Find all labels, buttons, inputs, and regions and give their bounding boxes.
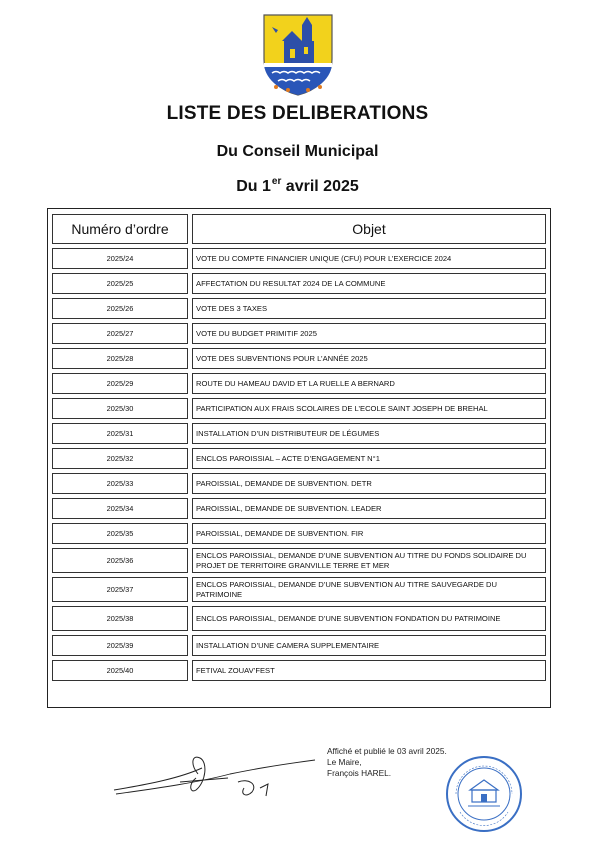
table-row bbox=[52, 523, 546, 544]
meeting-date bbox=[0, 176, 595, 196]
row-object bbox=[192, 373, 546, 394]
row-object-text: ENCLOS PAROISSIAL – ACTE D’ENGAGEMENT N°1 bbox=[196, 453, 380, 463]
table-row bbox=[52, 373, 546, 394]
row-object bbox=[192, 348, 546, 369]
row-number: 2025/32 bbox=[52, 448, 188, 469]
row-object-text: ROUTE DU HAMEAU DAVID ET LA RUELLE A BERNARD bbox=[196, 378, 395, 388]
row-object-text: PAROISSIAL, DEMANDE DE SUBVENTION. FIR bbox=[196, 528, 364, 538]
row-object bbox=[192, 298, 546, 319]
page-title: LISTE DES DELIBERATIONS bbox=[166, 103, 429, 124]
mayor-label: Le Maire, bbox=[327, 756, 362, 767]
row-object bbox=[192, 248, 546, 269]
column-header-number: Numéro d’ordre bbox=[52, 214, 188, 244]
date-suffix: avril 2025 bbox=[281, 178, 359, 195]
date-prefix: Du 1 bbox=[236, 178, 271, 195]
table-row bbox=[52, 448, 546, 469]
row-object-text: ENCLOS PAROISSIAL, DEMANDE D’UNE SUBVENTION AU TITRE SAUVEGARDE DU PATRIMOINE bbox=[196, 580, 497, 599]
row-number: 2025/24 bbox=[52, 248, 188, 269]
row-number: 2025/33 bbox=[52, 473, 188, 494]
row-number: 2025/40 bbox=[52, 660, 188, 681]
row-object bbox=[192, 635, 546, 656]
table-row bbox=[52, 606, 546, 631]
row-object bbox=[192, 398, 546, 419]
publication-date: Affiché et publié le 03 avril 2025. bbox=[327, 746, 447, 756]
page-subtitle: Du Conseil Municipal bbox=[216, 143, 379, 160]
mayor-signature bbox=[110, 744, 360, 806]
table-row bbox=[52, 348, 546, 369]
table-row bbox=[52, 423, 546, 444]
row-object bbox=[192, 273, 546, 294]
table-row bbox=[52, 498, 546, 519]
table-row bbox=[52, 323, 546, 344]
row-object-text: PAROISSIAL, DEMANDE DE SUBVENTION. LEADER bbox=[196, 503, 382, 513]
row-object bbox=[192, 606, 546, 631]
row-object bbox=[192, 577, 546, 602]
table-row bbox=[52, 473, 546, 494]
row-object bbox=[192, 423, 546, 444]
row-number: 2025/26 bbox=[52, 298, 188, 319]
row-number: 2025/39 bbox=[52, 635, 188, 656]
row-object bbox=[192, 473, 546, 494]
table-row bbox=[52, 577, 546, 602]
row-number: 2025/38 bbox=[52, 606, 188, 631]
table-row bbox=[52, 635, 546, 656]
row-object bbox=[192, 548, 546, 573]
row-object bbox=[192, 323, 546, 344]
deliberations-table bbox=[47, 208, 551, 708]
row-object-text: VOTE DU COMPTE FINANCIER UNIQUE (CFU) POUR L’EXERCICE 2024 bbox=[196, 253, 452, 263]
row-number: 2025/25 bbox=[52, 273, 188, 294]
table-row bbox=[52, 660, 546, 681]
table-header-row bbox=[52, 214, 546, 244]
table-row bbox=[52, 398, 546, 419]
row-number: 2025/30 bbox=[52, 398, 188, 419]
row-object bbox=[192, 498, 546, 519]
row-object-text: ENCLOS PAROISSIAL, DEMANDE D’UNE SUBVENTION FONDATION DU PATRIMOINE bbox=[196, 613, 501, 623]
column-header-object: Objet bbox=[192, 214, 546, 244]
date-ordinal: er bbox=[271, 176, 282, 187]
row-object bbox=[192, 448, 546, 469]
row-object-text: FETIVAL ZOUAV’FEST bbox=[196, 665, 275, 675]
row-object-text: VOTE DES SUBVENTIONS POUR L’ANNÉE 2025 bbox=[196, 353, 368, 363]
table-row bbox=[52, 273, 546, 294]
row-object-text: INSTALLATION D’UN DISTRIBUTEUR DE LÉGUMES bbox=[196, 428, 380, 438]
row-number: 2025/31 bbox=[52, 423, 188, 444]
row-number: 2025/37 bbox=[52, 577, 188, 602]
row-object bbox=[192, 523, 546, 544]
row-object bbox=[192, 660, 546, 681]
row-number: 2025/27 bbox=[52, 323, 188, 344]
row-object-text: PARTICIPATION AUX FRAIS SCOLAIRES DE L’ECOLE SAINT JOSEPH DE BREHAL bbox=[196, 403, 488, 413]
row-number: 2025/29 bbox=[52, 373, 188, 394]
table-row bbox=[52, 548, 546, 573]
row-number: 2025/35 bbox=[52, 523, 188, 544]
table-row bbox=[52, 248, 546, 269]
table-row bbox=[52, 298, 546, 319]
row-object-text: ENCLOS PAROISSIAL, DEMANDE D’UNE SUBVENTION AU TITRE DU FONDS SOLIDAIRE DU PROJET DE TERRITOIRE GRANVILLE TERRE ET MER bbox=[196, 551, 527, 570]
municipal-crest-logo bbox=[262, 13, 334, 97]
row-object-text: PAROISSIAL, DEMANDE DE SUBVENTION. DETR bbox=[196, 478, 372, 488]
row-object-text: INSTALLATION D’UNE CAMERA SUPPLEMENTAIRE bbox=[196, 640, 380, 650]
town-hall-stamp bbox=[444, 754, 524, 834]
row-number: 2025/36 bbox=[52, 548, 188, 573]
row-number: 2025/34 bbox=[52, 498, 188, 519]
row-number: 2025/28 bbox=[52, 348, 188, 369]
mayor-name: François HAREL. bbox=[327, 767, 392, 778]
publication-notice bbox=[327, 746, 447, 779]
row-object-text: AFFECTATION DU RESULTAT 2024 DE LA COMMUNE bbox=[196, 278, 386, 288]
row-object-text: VOTE DU BUDGET PRIMITIF 2025 bbox=[196, 328, 317, 338]
row-object-text: VOTE DES 3 TAXES bbox=[196, 303, 268, 313]
